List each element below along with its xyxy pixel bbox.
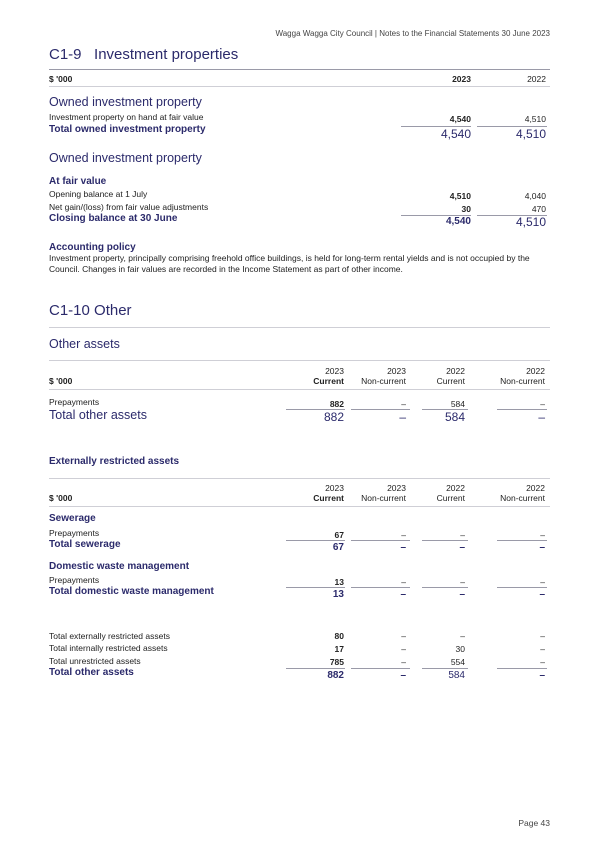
value: 67 [334, 530, 344, 540]
total-2023: 4,540 [445, 216, 471, 227]
total-value: – [399, 410, 406, 424]
policy-text: Investment property, principally comprising freehold office buildings, is held for long-term rental yields and is not occupied by the Council. Changes in fair values are recorded in the Income Statement as part of other income. [49, 253, 530, 274]
row-label: Prepayments [49, 397, 100, 407]
col-type: Current [436, 376, 465, 386]
section-title-c1-10: C1-10 Other [49, 302, 132, 319]
value: – [401, 644, 406, 654]
divider [49, 360, 550, 361]
total-label: Total other assets [49, 667, 134, 678]
value: 30 [455, 644, 465, 654]
divider [49, 506, 550, 507]
unit-header: $ '000 [49, 493, 73, 503]
divider [49, 389, 550, 390]
col-year: 2023 [387, 366, 406, 376]
row-label: Investment property on hand at fair value [49, 112, 204, 122]
row-label: Net gain/(loss) from fair value adjustments [49, 202, 209, 212]
total-value: – [539, 542, 545, 553]
value-2022: 4,040 [524, 191, 546, 201]
underline [497, 587, 547, 588]
value-2023: 4,540 [449, 114, 471, 124]
value: – [540, 530, 545, 540]
value-2022: 470 [531, 204, 546, 214]
group-heading: Domestic waste management [49, 561, 190, 572]
value-2023: 4,510 [449, 191, 471, 201]
value: – [401, 631, 406, 641]
total-value: 13 [332, 589, 344, 600]
underline [422, 587, 468, 588]
underline [422, 668, 468, 669]
total-label: Total owned investment property [49, 124, 206, 135]
value: – [540, 631, 545, 641]
divider [49, 327, 550, 328]
total-value: – [400, 542, 406, 553]
total-label: Total sewerage [49, 539, 121, 550]
underline [422, 540, 468, 541]
value: – [460, 577, 465, 587]
value: – [401, 657, 406, 667]
total-value: – [400, 670, 406, 681]
underline [351, 668, 410, 669]
value: 13 [334, 577, 344, 587]
total-2022: 4,510 [515, 127, 546, 141]
section-title-c1-9 [49, 46, 238, 63]
value: – [540, 577, 545, 587]
col-year: 2023 [325, 366, 344, 376]
underline [286, 587, 345, 588]
section-number: C1-9 [49, 46, 82, 63]
total-value: – [400, 589, 406, 600]
value: 17 [334, 644, 344, 654]
underline [286, 668, 345, 669]
total-value: – [538, 410, 545, 424]
row-label: Total unrestricted assets [49, 656, 141, 666]
divider [49, 69, 550, 70]
col-type: Current [313, 493, 344, 503]
total-value: 67 [332, 542, 344, 553]
col-year: 2022 [446, 483, 465, 493]
subsection-title: Owned investment property [49, 151, 202, 165]
unit-header: $ '000 [49, 74, 73, 84]
total-value: – [539, 670, 545, 681]
row-label: Total internally restricted assets [49, 643, 168, 653]
total-2022: 4,510 [515, 215, 546, 229]
row-label: Prepayments [49, 528, 100, 538]
total-value: 882 [323, 410, 344, 424]
value: – [460, 631, 465, 641]
section-name: Investment properties [94, 46, 239, 63]
group-heading: Sewerage [49, 513, 96, 524]
value: 584 [450, 399, 465, 409]
col-year: 2022 [526, 366, 545, 376]
fair-value-heading: At fair value [49, 176, 107, 187]
value-2023: 30 [461, 204, 471, 214]
value: – [540, 399, 545, 409]
col-year: 2023 [387, 483, 406, 493]
underline [497, 668, 547, 669]
col-type: Current [313, 376, 344, 386]
value: – [540, 657, 545, 667]
value: 785 [329, 657, 344, 667]
col-type: Non-current [361, 376, 406, 386]
total-value: – [459, 542, 465, 553]
divider [49, 478, 550, 479]
page-header: Wagga Wagga City Council | Notes to the Financial Statements 30 June 2023 [275, 29, 550, 38]
total-value: 584 [448, 670, 465, 681]
subsection-title: Owned investment property [49, 95, 202, 109]
total-value: 584 [444, 410, 465, 424]
subsection-title: Other assets [49, 337, 120, 351]
policy-heading: Accounting policy [49, 242, 136, 253]
value: – [540, 644, 545, 654]
subsection-title: Externally restricted assets [49, 456, 180, 467]
col-year: 2023 [325, 483, 344, 493]
value: 882 [329, 399, 344, 409]
row-label: Prepayments [49, 575, 100, 585]
col-type: Current [436, 493, 465, 503]
value: 554 [450, 657, 465, 667]
underline [497, 540, 547, 541]
page-number: Page 43 [518, 818, 550, 828]
value: 80 [334, 631, 344, 641]
value: – [460, 530, 465, 540]
total-value: – [539, 589, 545, 600]
underline [286, 540, 345, 541]
underline [351, 540, 410, 541]
value-2022: 4,510 [524, 114, 546, 124]
col-year: 2022 [526, 483, 545, 493]
col-type: Non-current [500, 493, 545, 503]
col-year: 2022 [446, 366, 465, 376]
total-value: – [459, 589, 465, 600]
col-header-2023: 2023 [452, 74, 471, 84]
col-type: Non-current [500, 376, 545, 386]
value: – [401, 530, 406, 540]
total-label: Total domestic waste management [49, 586, 214, 597]
unit-header: $ '000 [49, 376, 73, 386]
col-type: Non-current [361, 493, 406, 503]
row-label: Opening balance at 1 July [49, 189, 148, 199]
total-2023: 4,540 [440, 127, 471, 141]
total-value: 882 [327, 670, 344, 681]
value: – [401, 399, 406, 409]
underline [351, 587, 410, 588]
divider [49, 86, 550, 87]
total-label: Closing balance at 30 June [49, 213, 178, 224]
col-header-2022: 2022 [527, 74, 546, 84]
total-label: Total other assets [49, 408, 147, 422]
row-label: Total externally restricted assets [49, 631, 170, 641]
value: – [401, 577, 406, 587]
